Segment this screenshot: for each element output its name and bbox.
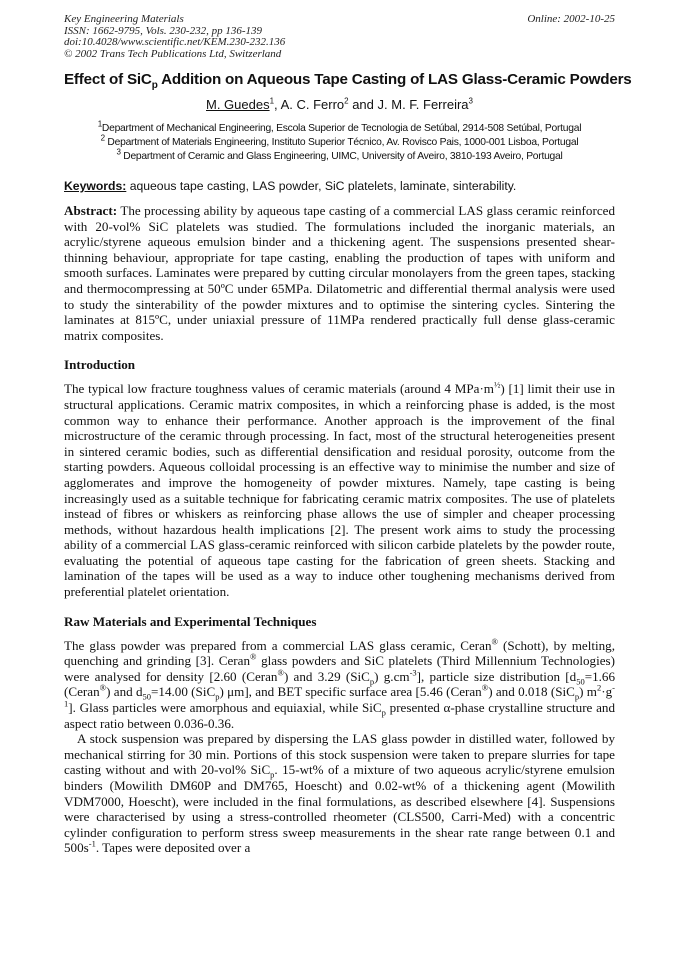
author-list [64,97,615,112]
registered-mark: ® [99,683,107,694]
superscript: -1 [88,839,96,850]
abstract-text: The processing ability by aqueous tape casting of a commercial LAS glass ceramic reinforced with 20-vol% SiC platelets was studied. The formulations included the inorganic materials, an acrylic/styrene aqueous emulsion binder and a thickening agent. The suspensions presented shear-thinning behaviour, appropriate for tape casting, enabling the production of tapes with uniform and smooth surfaces. Laminates were prepared by cutting circular monolayers from the green tapes, stacking and thermocompressing at 50ºC under 65MPa. Dilatometric and differential thermal analysis were used to study the sinterability of the powder mixtures and to optimise the sintering cycles. Sintering the laminates at 815ºC, under uniaxial pressure of 11MPa rendered practically full dense glass-ceramic matrix composites. [64,203,615,343]
title-text: Effect of SiC [64,71,152,88]
issn-line: ISSN: 1662-9795, Vols. 230-232, pp 136-139 [64,24,262,37]
keywords [64,179,615,193]
affil-text: Department of Ceramic and Glass Engineering, UIMC, University of Aveiro, 3810-193 Aveiro, Portugal [120,151,563,162]
subscript: p [574,692,580,703]
subscript: p [270,770,275,781]
text: =1.66 (Ceran [64,668,616,700]
text: ], particle size distribution [d [416,668,577,684]
doi-line: doi:10.4028/www.scientific.net/KEM.230-232.136 [64,36,286,48]
affil-num: 1 [97,119,102,129]
subscript: p [381,707,386,718]
title-text-cont: Addition on Aqueous Tape Casting of LAS Glass-Ceramic Powders [157,71,632,88]
separator: , [274,97,281,112]
registered-mark: ® [481,683,489,694]
affiliation-3 [64,147,615,164]
author-3: J. M. F. Ferreira [377,97,469,112]
text: The typical low fracture toughness values of ceramic materials (around 4 MPa·m [64,381,494,397]
text: . Tapes were deposited over a [95,840,251,856]
subscript: p [369,676,375,687]
text: ) [1] limit their use in structural applications. Ceramic matrix composites, in which a reinforcing phase is added, is the most common way to enhance their performance. Another approach is the improvement of the final microstructure of the ceramic through processing. In fact, most of the structural heterogeneities present in sintered ceramic bodies, such as differential densification and residual porosity, outcome from the starting powders. Aqueous colloidal processing is an effective way to minimise the number and size of agglomerates and improve the homogeneity of powder mixtures. Namely, tape casting is being increasingly used as a suitable technique for fabricating ceramic matrix composites. The use of platelets instead of fibres or whiskers as reinforcing phase allows the use of simpler and cheaper processing methods, without hazardous health implications [2]. The present work aims to study the processing ability of a commercial LAS glass-ceramic reinforced with silicon carbide platelets by the powder route, evaluating the potential of aqueous tape casting for the fabrication of green sheets. Stacking and lamination of the tapes will be used as a way to induce other toughening mechanisms derived from preferential platelet orientation. [64,381,615,600]
text: ·g [601,684,613,700]
text: (Schott), by melting, quenching and grinding [3]. Ceran [64,637,615,669]
superscript: -3 [409,667,417,678]
author-2-affil: 2 [344,96,349,106]
title-subscript: p [151,80,158,92]
abstract [64,203,615,343]
raw-materials-paragraph-2 [64,731,615,856]
registered-mark: ® [491,636,498,647]
affil-text: Department of Materials Engineering, Instituto Superior Técnico, Av. Rovisco Pais, 1000-001 Lisboa, Portugal [104,137,579,148]
subscript: 50 [142,692,152,703]
journal-header [64,14,615,60]
text: ) μm], and BET specific surface area [5.46 (Ceran [219,684,482,700]
raw-materials-paragraph-1 [64,638,615,732]
registered-mark: ® [250,651,257,662]
journal-name: Key Engineering Materials [64,13,184,25]
affil-num: 3 [116,147,121,157]
affil-text: Department of Mechanical Engineering, Escola Superior de Tecnologia de Setúbal, 2914-508 Setúbal, Portugal [101,123,582,134]
paper-title [64,71,632,92]
text: glass powders and SiC platelets (Third Millennium Technologies) were analysed for density [2.60 (Ceran [64,653,615,684]
text: presented α-phase crystalline structure and aspect ratio between 0.036-0.36. [64,700,615,731]
text: . 15-wt% of a mixture of two aqueous acrylic/styrene emulsion binders (Mowilith DM60P and DM765, Hoescht) and 0.02-wt% of a thickening agent (Mowilith VDM7000, Hoescht), were included in the final formulations, as described elsewhere [4]. Suspensions were characterised by using a stress-controlled rheometer (CLS500, Carri-Med) with a concentric cylinder configuration to perform stress sweep measurements in the shear rate range between 0.1 and 500s [64,762,615,856]
affil-num: 2 [100,133,105,143]
keywords-text: aqueous tape casting, LAS powder, SiC platelets, laminate, sinterability. [126,179,517,193]
author-1: M. Guedes [206,97,270,112]
superscript: ½ [494,379,501,390]
online-date: Online: 2002-10-25 [527,13,615,25]
text: =14.00 (SiC [151,684,216,700]
author-2: A. C. Ferro [280,97,345,112]
subscript: 50 [576,676,585,687]
text: ) and d [106,684,143,700]
section-heading-introduction: Introduction [64,357,136,373]
text: A stock suspension was prepared by dispersing the LAS glass powder in distilled water, followed by mechanical stirring for 30 min. Portions of this stock suspension were taken to prepare slurries for tape casting without and with 20-vol% SiC [64,731,615,778]
affiliation-2 [64,133,615,150]
author-3-affil: 3 [468,96,473,106]
affiliation-1 [64,119,615,136]
paper-page [64,13,632,856]
affiliations [64,119,615,164]
text: ) g.cm [374,668,410,684]
superscript: 2 [596,683,602,694]
text: ]. Glass particles were amorphous and equiaxial, while SiC [68,700,382,716]
text: ) and 0.018 (SiC [488,684,575,700]
text: ) m [579,684,597,700]
separator: and [348,97,378,112]
introduction-paragraph [64,381,615,599]
text: ) and 3.29 (SiC [283,668,370,684]
section-heading-raw-materials: Raw Materials and Experimental Techniques [64,613,317,629]
superscript: -1 [64,683,615,709]
keywords-label: Keywords: [64,179,127,193]
subscript: p [215,692,220,703]
copyright-line: © 2002 Trans Tech Publications Ltd, Switzerland [64,47,282,60]
registered-mark: ® [277,667,284,678]
abstract-label: Abstract: [64,203,118,218]
author-1-affil: 1 [269,96,275,106]
text: The glass powder was prepared from a commercial LAS glass ceramic, Ceran [64,637,492,653]
